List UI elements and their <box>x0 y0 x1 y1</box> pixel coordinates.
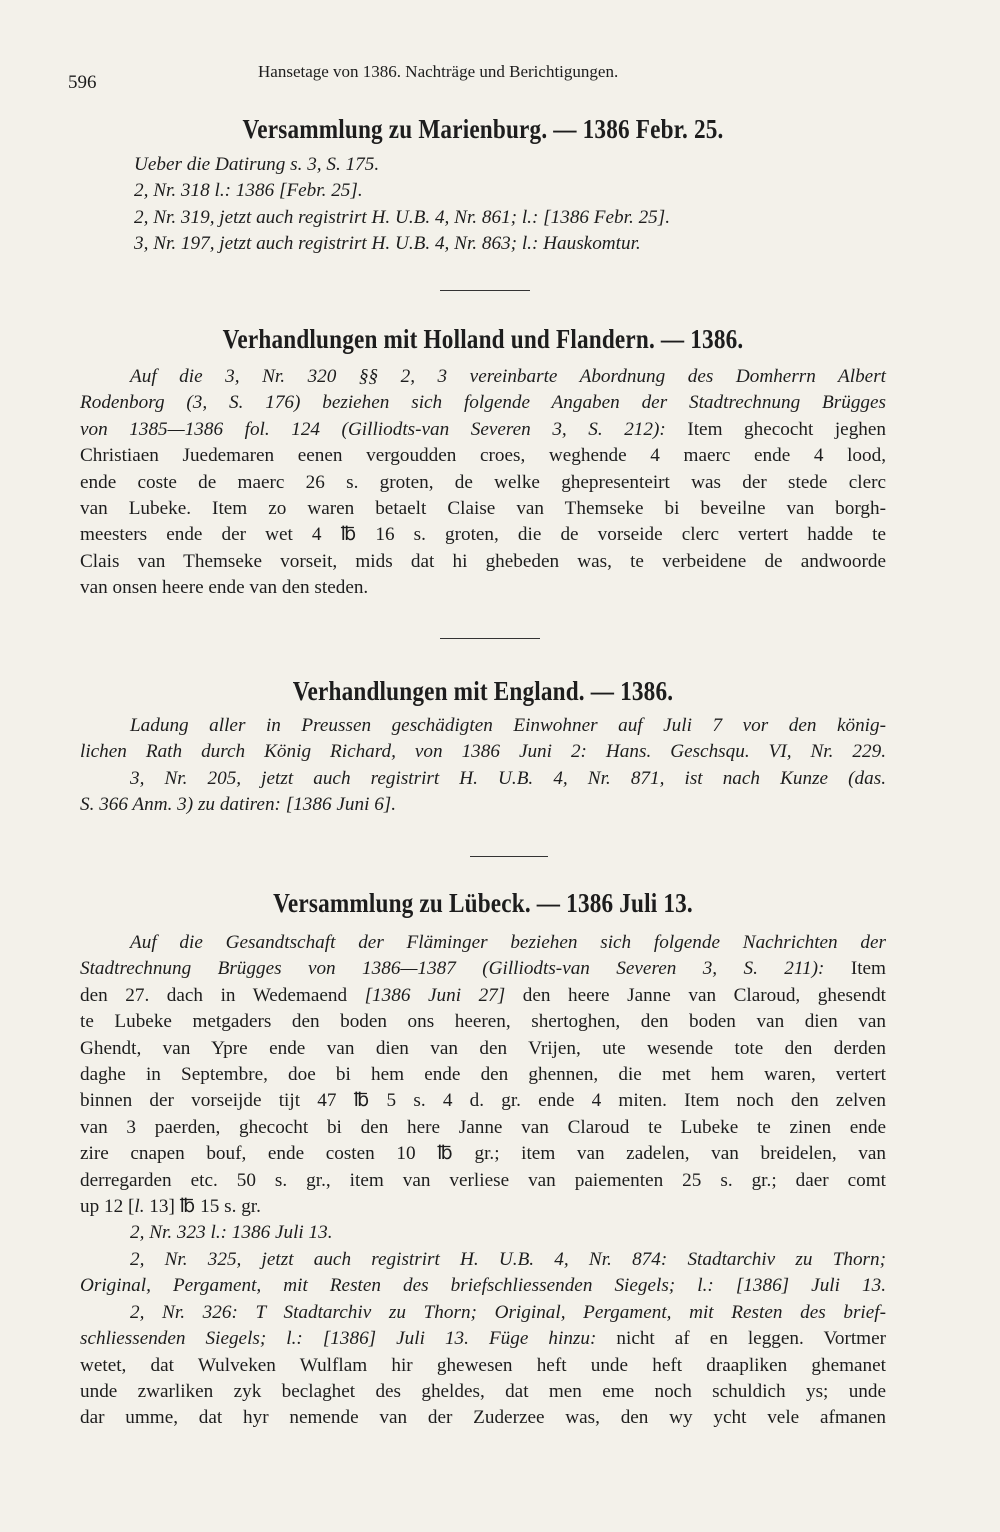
text-segment: Item ghecocht jeghen <box>665 418 887 440</box>
text-line: te Lubeke metgaders den boden ons heeren, shertoghen, den boden van dien van <box>80 1011 886 1033</box>
text-line: 3, Nr. 197, jetzt auch registrirt H. U.B. 4, Nr. 863; l.: Hauskomtur. <box>134 233 641 255</box>
section-heading: Versammlung zu Lübeck. — 1386 Juli 13. <box>273 888 693 918</box>
text-line <box>80 956 886 982</box>
text-line: Auf die Gesandtschaft der Fläminger beziehen sich folgende Nachrichten der <box>130 932 886 953</box>
section-heading: Verhandlungen mit Holland und Flandern. — 1386. <box>222 324 744 354</box>
section-heading: Verhandlungen mit England. — 1386. <box>292 676 674 706</box>
text-line: Original, Pergament, mit Resten des briefschliessenden Siegels; l.: [1386] Juli 13. <box>80 1275 886 1297</box>
running-head <box>0 58 1000 93</box>
text-line: daghe in Septembre, doe bi hem ende den ghennen, die met hem waren, vertert <box>80 1064 886 1086</box>
section-england <box>80 674 886 819</box>
text-line: 2, Nr. 325, jetzt auch registrirt H. U.B. 4, Nr. 874: Stadtarchiv zu Thorn; <box>130 1248 886 1270</box>
text-line: Ladung aller in Preussen geschädigten Einwohner auf Juli 7 vor den könig- <box>130 715 886 736</box>
text-line: 2, Nr. 323 l.: 1386 Juli 13. <box>130 1222 333 1244</box>
section-divider <box>440 290 530 291</box>
text-line: 2, Nr. 319, jetzt auch registrirt H. U.B. 4, Nr. 861; l.: [1386 Febr. 25]. <box>134 206 671 228</box>
section-divider <box>470 856 548 857</box>
text-line: binnen der vorseijde tijt 47 ℔ 5 s. 4 d. gr. ende 4 miten. Item noch den zelven <box>80 1090 886 1112</box>
running-title: Hansetage von 1386. Nachträge und Berichtigungen. <box>258 62 619 81</box>
text-segment: nicht af en leggen. Vortmer <box>596 1328 886 1350</box>
text-line: wetet, dat Wulveken Wulflam hir ghewesen heft unde heft draapliken ghemanet <box>80 1354 886 1376</box>
text-segment: [1386 Juni 27] <box>364 984 506 1006</box>
text-line <box>80 1194 886 1220</box>
text-line: Clais van Themseke vorseit, mids dat hi ghebeden was, te verbeidene de andwoorde <box>80 550 886 572</box>
text-line <box>80 417 886 443</box>
text-line: derregarden etc. 50 s. gr., item van verliese van paiementen 25 s. gr.; daer comt <box>80 1169 886 1191</box>
text-segment: schliessenden Siegels; l.: [1386] Juli 13. Füge hinzu: <box>80 1328 597 1350</box>
section-holland-flandern <box>80 322 886 602</box>
text-line: meesters ende der wet 4 ℔ 16 s. groten, die de vorseide clerc vertert hadde te <box>80 524 886 546</box>
text-line: van Lubeke. Item zo waren betaelt Claise van Themseke bi beveilne van borgh- <box>80 498 886 520</box>
text-line <box>80 1326 886 1352</box>
text-line: Auf die 3, Nr. 320 §§ 2, 3 vereinbarte Abordnung des Domherrn Albert <box>130 366 886 387</box>
text-segment: up 12 [ <box>80 1196 135 1218</box>
text-line: unde zwarliken zyk beclaghet des gheldes, dat men eme noch schuldich ys; unde <box>80 1380 886 1402</box>
section-divider <box>440 638 540 639</box>
text-segment: l. <box>134 1196 145 1218</box>
text-line: Christiaen Juedemaren eenen vergoudden croes, weghende 4 maerc ende 4 lood, <box>80 445 886 467</box>
text-line: ende coste de maerc 26 s. groten, de welke ghepresenteirt was der stede clerc <box>80 471 886 493</box>
text-segment: 13] ℔ 15 s. gr. <box>144 1196 261 1218</box>
text-line: 3, Nr. 205, jetzt auch registrirt H. U.B. 4, Nr. 871, ist nach Kunze (das. <box>130 767 886 789</box>
section-heading: Versammlung zu Marienburg. — 1386 Febr. 25. <box>242 114 724 144</box>
text-segment: den 27. dach in Wedemaend <box>80 984 365 1006</box>
text-segment: den heere Janne van Claroud, ghesendt <box>505 984 886 1006</box>
section-marienburg <box>80 112 886 258</box>
text-line: 2, Nr. 326: T Stadtarchiv zu Thorn; Original, Pergament, mit Resten des brief- <box>130 1301 886 1323</box>
text-line: lichen Rath durch König Richard, von 1386 Juni 2: Hans. Geschsqu. VI, Nr. 229. <box>80 741 886 763</box>
text-line: S. 366 Anm. 3) zu datiren: [1386 Juni 6]. <box>80 794 397 816</box>
text-line: Ghendt, van Ypre ende van dien van den Vrijen, ute wesende tote den derden <box>80 1037 886 1059</box>
text-line: dar umme, dat hyr nemende van der Zuderzee was, den wy ycht vele afmanen <box>80 1407 886 1429</box>
text-line: Ueber die Datirung s. 3, S. 175. <box>134 154 380 175</box>
text-line: Rodenborg (3, S. 176) beziehen sich folgende Angaben der Stadtrechnung Brügges <box>80 392 886 414</box>
text-line: 2, Nr. 318 l.: 1386 [Febr. 25]. <box>134 180 363 202</box>
text-line <box>80 983 886 1009</box>
text-segment: Item <box>824 958 886 980</box>
text-line: van 3 paerden, ghecocht bi den here Janne van Claroud te Lubeke te zinen ende <box>80 1116 886 1138</box>
text-segment: Stadtrechnung Brügges von 1386—1387 (Gilliodts-van Severen 3, S. 211): <box>80 958 825 980</box>
section-luebeck <box>80 886 886 1432</box>
page-number: 596 <box>68 72 97 93</box>
text-segment: von 1385—1386 fol. 124 (Gilliodts-van Severen 3, S. 212): <box>80 418 666 440</box>
text-line: zire cnapen bouf, ende costen 10 ℔ gr.; item van zadelen, van breidelen, van <box>80 1143 886 1165</box>
text-line: van onsen heere ende van den steden. <box>80 577 369 599</box>
